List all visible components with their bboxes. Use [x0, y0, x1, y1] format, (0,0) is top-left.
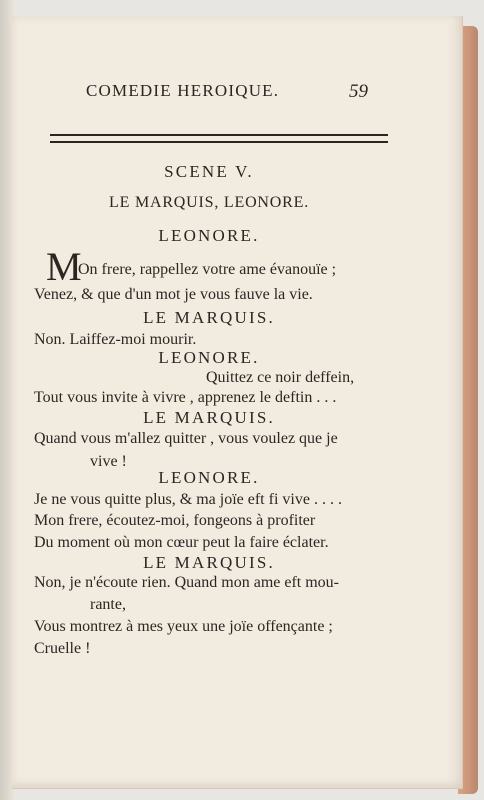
- speaker-name: LE MARQUIS.: [143, 308, 275, 327]
- speaker-name: LEONORE.: [158, 348, 260, 367]
- speaker-name: LEONORE.: [158, 226, 260, 245]
- book-page: [12, 16, 463, 789]
- scene-title: SCENE V.: [164, 162, 254, 181]
- running-head: [12, 77, 462, 107]
- scene-characters: LE MARQUIS, LEONORE.: [109, 194, 309, 211]
- speaker-name: LE MARQUIS.: [143, 408, 275, 427]
- speaker-name: LEONORE.: [158, 468, 260, 487]
- verse-line: On frere, rappellez votre ame évanouïe ;: [78, 261, 337, 278]
- verse-line: Non. Laiffez-moi mourir.: [34, 331, 197, 348]
- running-head-title: COMEDIE HEROIQUE.: [86, 81, 280, 100]
- speaker-name: LE MARQUIS.: [143, 553, 275, 572]
- verse-line: vive !: [90, 453, 127, 470]
- verse-line: Quittez ce noir deffein,: [206, 369, 355, 386]
- verse-line: Je ne vous quitte plus, & ma joïe eft fi vive . . . .: [34, 491, 342, 508]
- double-rule: [50, 134, 388, 143]
- verse-line: rante,: [90, 596, 126, 613]
- page-number: 59: [349, 81, 368, 102]
- verse-line: Non, je n'écoute rien. Quand mon ame eft mou-: [34, 574, 340, 591]
- verse-line: Du moment où mon cœur peut la faire éclater.: [34, 534, 329, 551]
- verse-line: Vous montrez à mes yeux une joïe offençante ;: [34, 618, 333, 635]
- drop-cap: M: [46, 244, 82, 289]
- verse-line: Mon frere, écoutez-moi, fongeons à profiter: [34, 512, 316, 529]
- verse-line: Cruelle !: [34, 640, 91, 657]
- verse-line: Venez, & que d'un mot je vous fauve la vie.: [34, 286, 313, 303]
- verse-line: Tout vous invite à vivre , apprenez le deftin . . .: [34, 389, 337, 406]
- verse-line: Quand vous m'allez quitter , vous voulez que je: [34, 430, 338, 447]
